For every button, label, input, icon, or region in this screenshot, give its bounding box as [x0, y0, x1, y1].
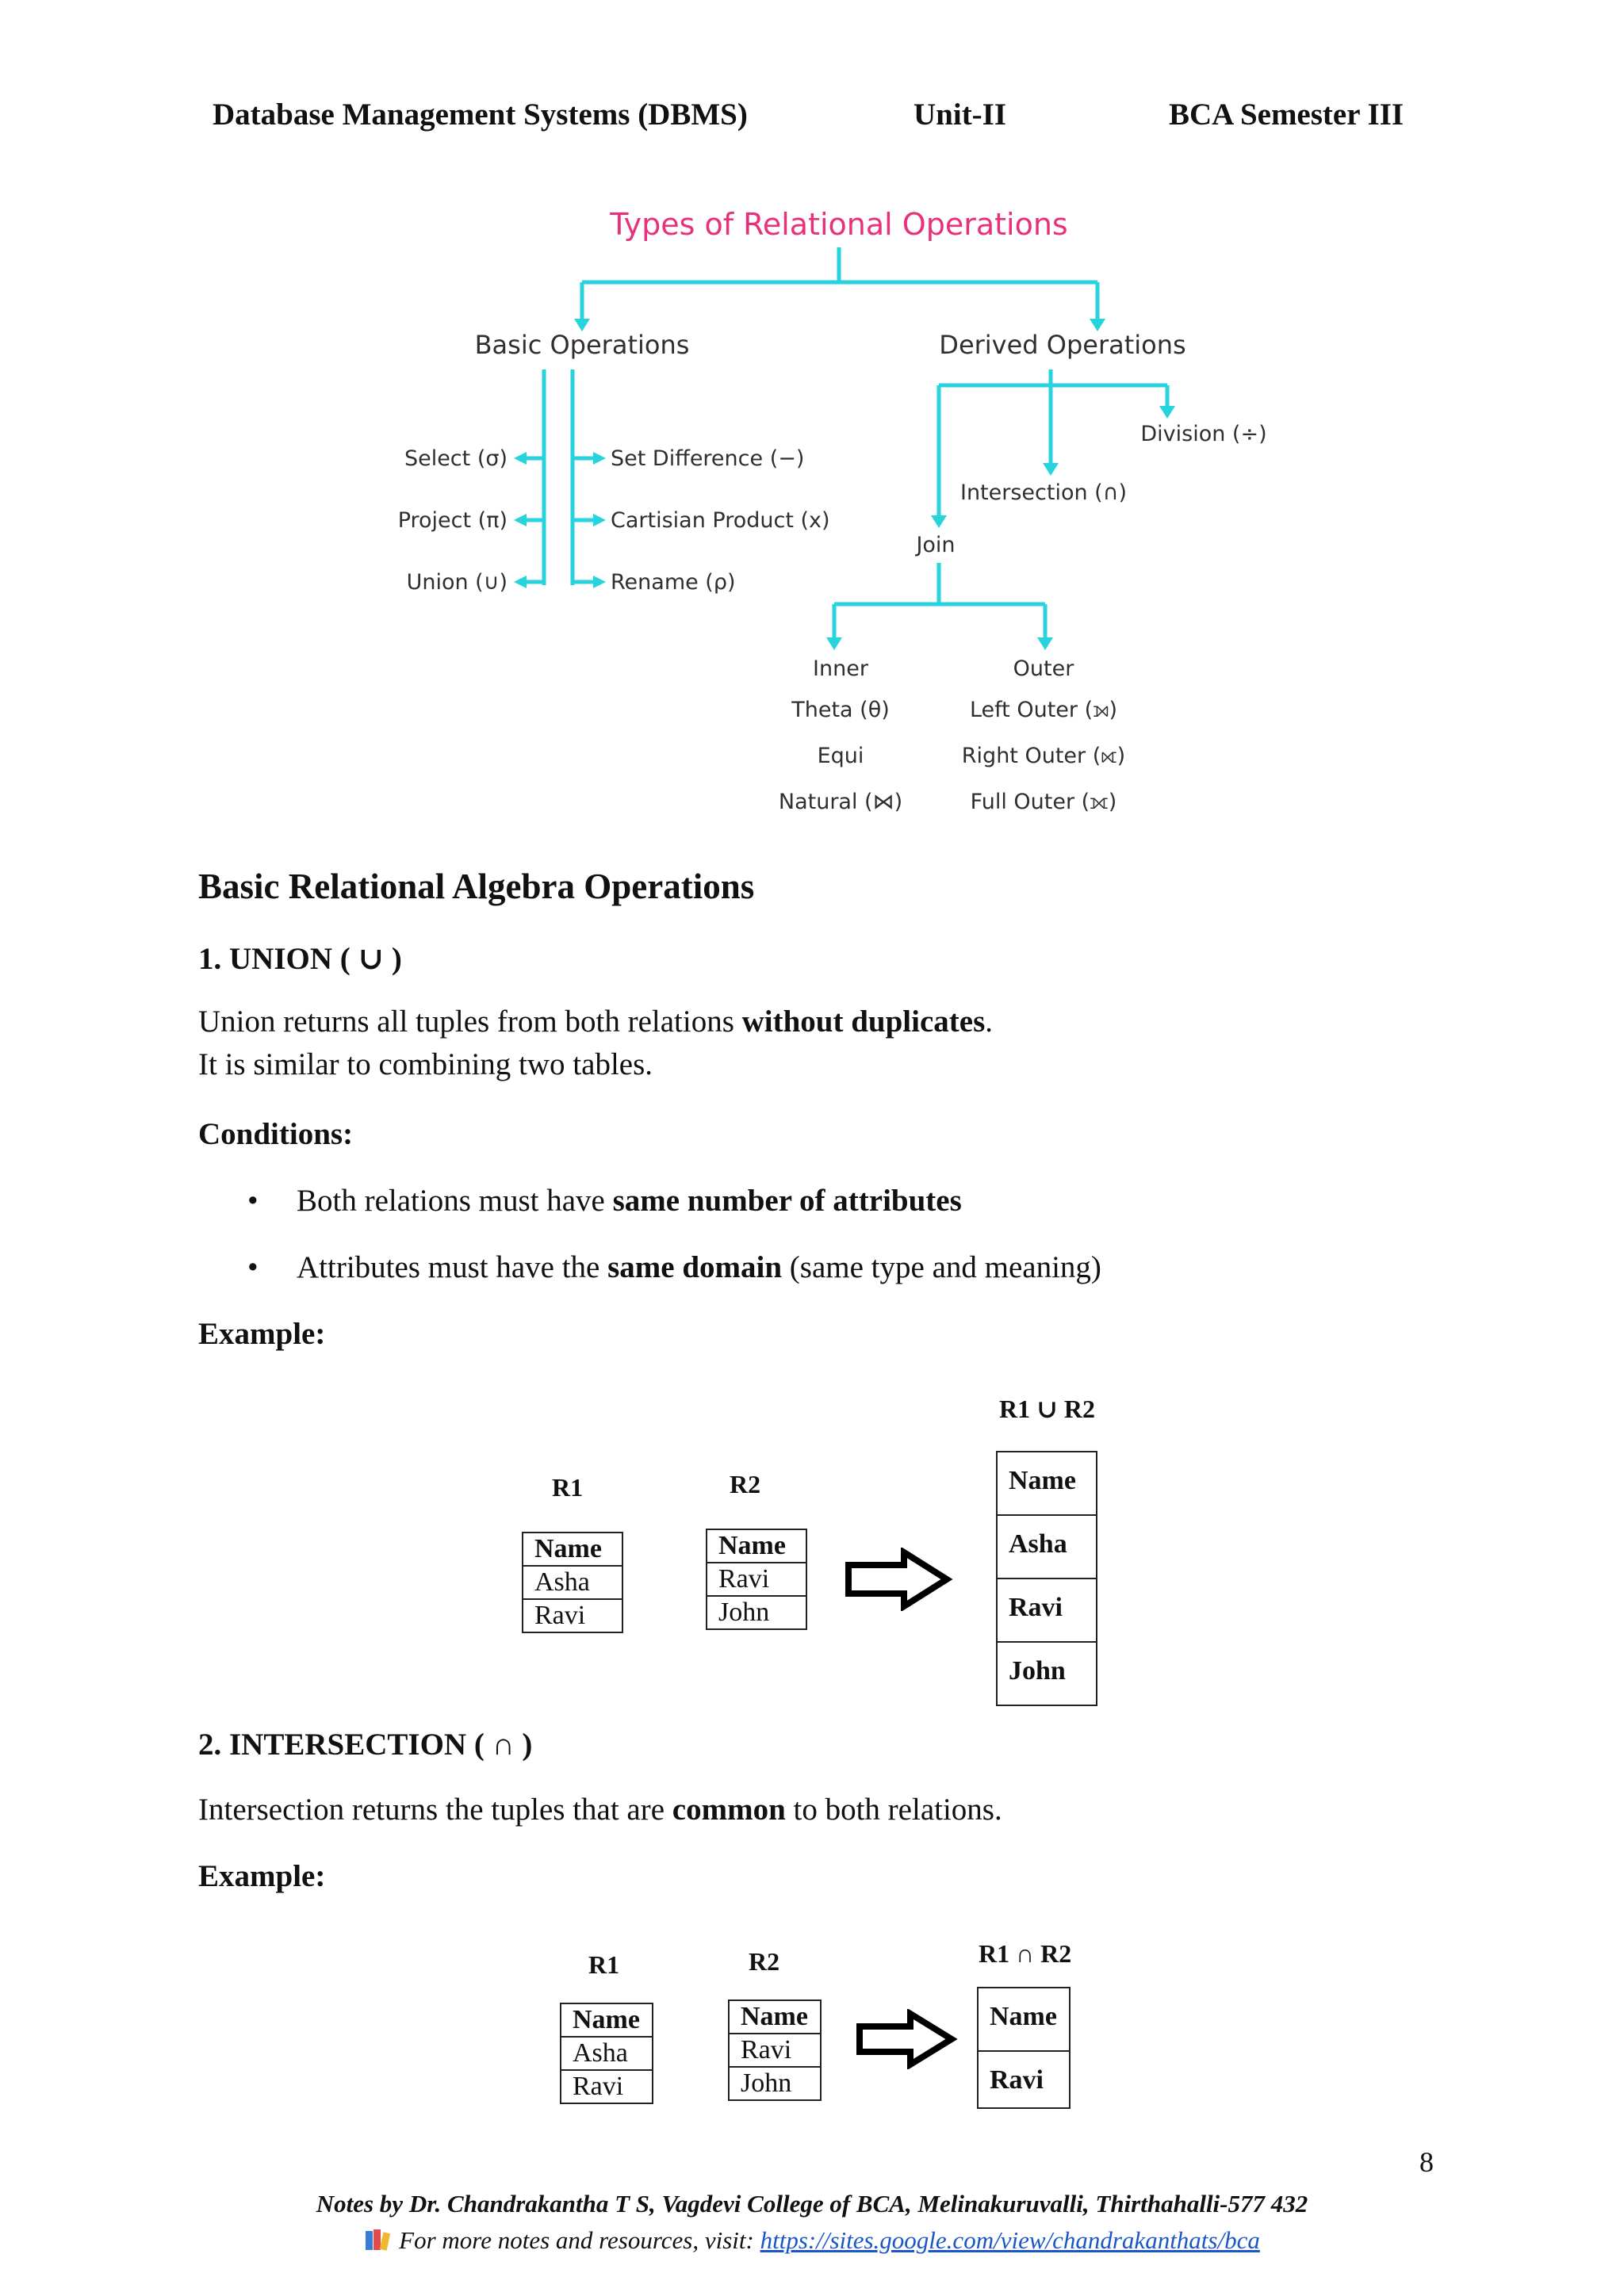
derived-operations-label: Derived Operations: [939, 330, 1186, 360]
join-equi: Equi: [817, 744, 864, 768]
table-row: Asha: [523, 1566, 622, 1599]
union-result-label: R1 ∪ R2: [999, 1395, 1096, 1423]
footer-credits: Notes by Dr. Chandrakantha T S, Vagdevi College of BCA, Melinakuruvalli, Thirthahalli-577 432: [316, 2190, 1308, 2218]
op-union: Union (∪): [406, 570, 508, 595]
header-course: Database Management Systems (DBMS): [213, 98, 748, 132]
diagram-title: Types of Relational Operations: [610, 207, 1068, 242]
table-header: Name: [729, 2000, 821, 2034]
op-join: Join: [916, 533, 956, 557]
table-row: John: [707, 1596, 806, 1629]
table-row: Ravi: [707, 1563, 806, 1596]
op-intersection: Intersection (∩): [959, 480, 1128, 505]
join-left-outer: Left Outer (⟕): [969, 698, 1118, 722]
table-header: Name: [561, 2003, 653, 2037]
union-result-table: [996, 1451, 1097, 1706]
page-number: 8: [1419, 2146, 1434, 2178]
footer-link[interactable]: https://sites.google.com/view/chandrakanthats/bca: [760, 2226, 1260, 2254]
intersection-r2-table: [728, 1999, 822, 2101]
op-cartesian-product: Cartisian Product (x): [611, 508, 830, 533]
footer-resources: For more notes and resources, visit: https://sites.google.com/view/chandrakanthats/bca: [0, 2226, 1624, 2255]
table-header: Name: [978, 1988, 1070, 2051]
join-inner: Inner: [813, 656, 868, 681]
table-row: Ravi: [729, 2034, 821, 2067]
union-r1-table: [522, 1532, 623, 1633]
union-example-label: Example:: [198, 1317, 326, 1351]
basic-operations-label: Basic Operations: [474, 330, 690, 360]
header-unit: Unit-II: [914, 98, 1007, 132]
op-rename: Rename (ρ): [611, 570, 736, 595]
join-natural: Natural (⋈): [778, 790, 903, 814]
op-division: Division (÷): [1140, 422, 1267, 446]
header-semester: BCA Semester III: [1169, 98, 1404, 132]
table-row: Ravi: [561, 2070, 653, 2103]
table-row: Ravi: [523, 1599, 622, 1632]
condition-bullet-1: • Both relations must have same number of attributes: [247, 1184, 962, 1218]
union-heading: 1. UNION ( ∪ ): [198, 942, 402, 976]
table-header: Name: [523, 1533, 622, 1566]
arrow-right-icon: [855, 2009, 958, 2069]
condition-bullet-2: • Attributes must have the same domain (same type and meaning): [247, 1250, 1101, 1284]
intersection-result-table: [977, 1987, 1071, 2109]
intersection-r1-label: R1: [588, 1950, 620, 1979]
intersection-r2-label: R2: [749, 1947, 780, 1976]
table-header: Name: [997, 1452, 1097, 1515]
table-row: Asha: [997, 1515, 1097, 1578]
books-icon: [364, 2228, 391, 2252]
relational-operations-diagram: [0, 0, 1624, 840]
table-row: John: [729, 2067, 821, 2100]
table-row: Ravi: [997, 1578, 1097, 1642]
arrow-right-icon: [844, 1548, 955, 1611]
union-description: Union returns all tuples from both relations without duplicates. It is similar to combining two tables.: [198, 1004, 994, 1081]
intersection-heading: 2. INTERSECTION ( ∩ ): [198, 1728, 533, 1762]
section-title: Basic Relational Algebra Operations: [198, 867, 755, 906]
table-row: Asha: [561, 2037, 653, 2070]
table-row: Ravi: [978, 2051, 1070, 2108]
op-set-difference: Set Difference (−): [611, 446, 805, 471]
op-select: Select (σ): [404, 446, 508, 471]
union-r1-label: R1: [552, 1473, 584, 1502]
union-r2-label: R2: [730, 1470, 761, 1498]
join-full-outer: Full Outer (⟗): [970, 790, 1117, 814]
intersection-result-label: R1 ∩ R2: [979, 1939, 1072, 1968]
join-theta: Theta (θ): [791, 698, 890, 722]
table-header: Name: [707, 1529, 806, 1563]
union-r2-table: [706, 1529, 807, 1630]
intersection-example-label: Example:: [198, 1859, 326, 1893]
join-outer: Outer: [1013, 656, 1074, 681]
op-project: Project (π): [397, 508, 508, 533]
join-right-outer: Right Outer (⟖): [961, 744, 1126, 768]
table-row: John: [997, 1642, 1097, 1705]
intersection-description: Intersection returns the tuples that are common to both relations.: [198, 1793, 1002, 1827]
conditions-label: Conditions:: [198, 1117, 354, 1151]
intersection-r1-table: [560, 2003, 653, 2104]
